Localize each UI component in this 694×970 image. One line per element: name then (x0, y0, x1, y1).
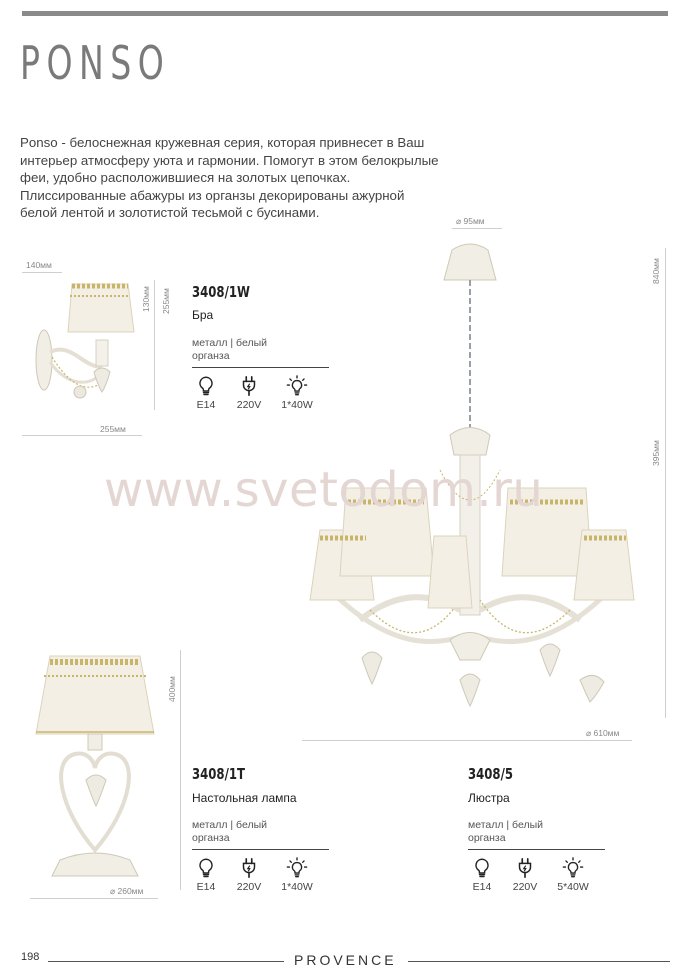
diameter-icon: ⌀ (110, 886, 118, 896)
sconce-spec-voltage: 220V (227, 375, 271, 411)
sconce-width: 255мм (100, 424, 126, 434)
dim-line (302, 740, 632, 741)
table-lamp-type: Настольная лампа (192, 791, 297, 805)
sconce-code: 3408/1W (192, 283, 250, 301)
bulb-icon (195, 857, 217, 879)
spec-divider (468, 849, 605, 850)
chandelier-type: Люстра (468, 791, 510, 805)
dim-line (30, 898, 158, 899)
watermark: www.svetodom.ru (104, 462, 544, 518)
footer-collection: PROVENCE (294, 952, 397, 968)
table-lamp-code: 3408/1T (192, 765, 245, 783)
plug-icon (238, 375, 260, 397)
chandelier-material: металл | белый органза (468, 819, 543, 844)
sconce-height: 255мм (161, 288, 171, 314)
page-number: 198 (21, 951, 40, 963)
dim-line (452, 228, 502, 229)
table-lamp-spec-voltage: 220V (227, 857, 271, 893)
spec-divider (192, 849, 329, 850)
chandelier-diameter: ⌀ 610мм (586, 728, 620, 738)
dim-line (180, 650, 181, 890)
chandelier-code: 3408/5 (468, 765, 513, 783)
power-icon (562, 857, 584, 879)
sconce-shade-width: 140мм (26, 260, 52, 270)
dim-line (154, 280, 155, 410)
sconce-image (22, 272, 152, 422)
chandelier-spec-power: 5*40W (551, 857, 595, 893)
diameter-icon: ⌀ (456, 216, 464, 226)
sconce-spec-power: 1*40W (275, 375, 319, 411)
table-lamp-diameter: ⌀ 260мм (110, 886, 144, 896)
sconce-shade-height: 130мм (141, 286, 151, 312)
collection-title: PONSO (20, 36, 171, 90)
top-divider (22, 11, 668, 16)
sconce-spec-socket: E14 (184, 375, 228, 411)
chandelier-max-height: 840мм (651, 258, 661, 284)
chandelier-min-height: 395мм (651, 440, 661, 466)
table-lamp-material: металл | белый органза (192, 819, 267, 844)
diameter-icon: ⌀ (586, 728, 594, 738)
plug-icon (514, 857, 536, 879)
chandelier-spec-socket: E14 (460, 857, 504, 893)
chandelier-spec-voltage: 220V (503, 857, 547, 893)
footer-divider (48, 961, 284, 962)
table-lamp-spec-socket: E14 (184, 857, 228, 893)
table-lamp-image (30, 650, 160, 885)
chandelier-canopy-diameter: ⌀ 95мм (456, 216, 485, 226)
bulb-icon (195, 375, 217, 397)
sconce-type: Бра (192, 308, 214, 322)
plug-icon (238, 857, 260, 879)
table-lamp-height: 400мм (167, 676, 177, 702)
sconce-material: металл | белый органза (192, 337, 267, 362)
bulb-icon (471, 857, 493, 879)
power-icon (286, 857, 308, 879)
footer-divider (408, 961, 670, 962)
dim-line (22, 435, 142, 436)
table-lamp-spec-power: 1*40W (275, 857, 319, 893)
dim-line (665, 248, 666, 718)
collection-description: Ponso - белоснежная кружевная серия, которая привнесет в Ваш интерьер атмосферу уюта и гармонии. Помогут в этом белокрылые феи, удобно расположившиеся на золотых цепочках. Плиссированные абажуры из органзы декорированы ажурной белой лентой и золотистой тесьмой с бусинами. (20, 135, 439, 221)
